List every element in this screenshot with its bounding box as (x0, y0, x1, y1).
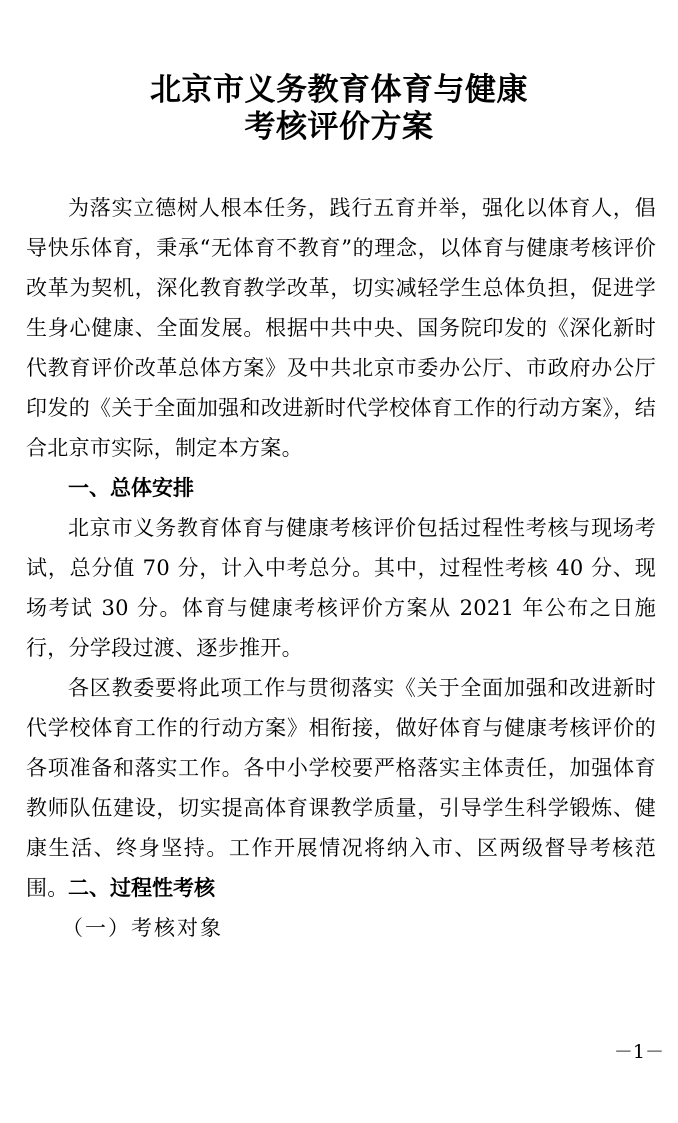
paragraph-intro: 为落实立德树人根本任务，践行五育并举，强化以体育人，倡导快乐体育，秉承“无体育不教育”的理念，以体育与健康考核评价改革为契机，深化教育教学改革，切实减轻学生总体负担，促进学生身心健康、全面发展。根据中共中央、国务院印发的《深化新时代教育评价改革总体方案》及中共北京市委办公厅、市政府办公厅印发的《关于全面加强和改进新时代学校体育工作的行动方案》，结合北京市实际，制定本方案。 (26, 196, 656, 460)
section-heading-overall-arrangement: 一、总体安排 (68, 476, 194, 500)
document-title-line-1: 北京市义务教育体育与健康 (150, 72, 528, 108)
section-heading-process-assessment: 二、过程性考核 (68, 876, 215, 900)
paragraph-district-responsibility: 各区教委要将此项工作与贯彻落实《关于全面加强和改进新时代学校体育工作的行动方案》相衔接，做好体育与健康考核评价的各项准备和落实工作。各中小学校要严格落实主体责任，加强体育教师队伍建设，切实提高体育课教学质量，引导学生科学锻炼、健康生活、终身坚持。工作开展情况将纳入市、区两级督导考核范围。 (26, 676, 656, 900)
page-number: －1－ (613, 1041, 664, 1063)
subsection-heading-assessment-target: （一）考核对象 (62, 916, 223, 940)
document-title-line-2: 考核评价方案 (244, 109, 434, 145)
paragraph-overall-arrangement: 北京市义务教育体育与健康考核评价包括过程性考核与现场考试，总分值 70 分，计入中考总分。其中，过程性考核 40 分、现场考试 30 分。体育与健康考核评价方案从 2021 年公布之日施行，分学段过渡、逐步推开。 (26, 516, 656, 660)
